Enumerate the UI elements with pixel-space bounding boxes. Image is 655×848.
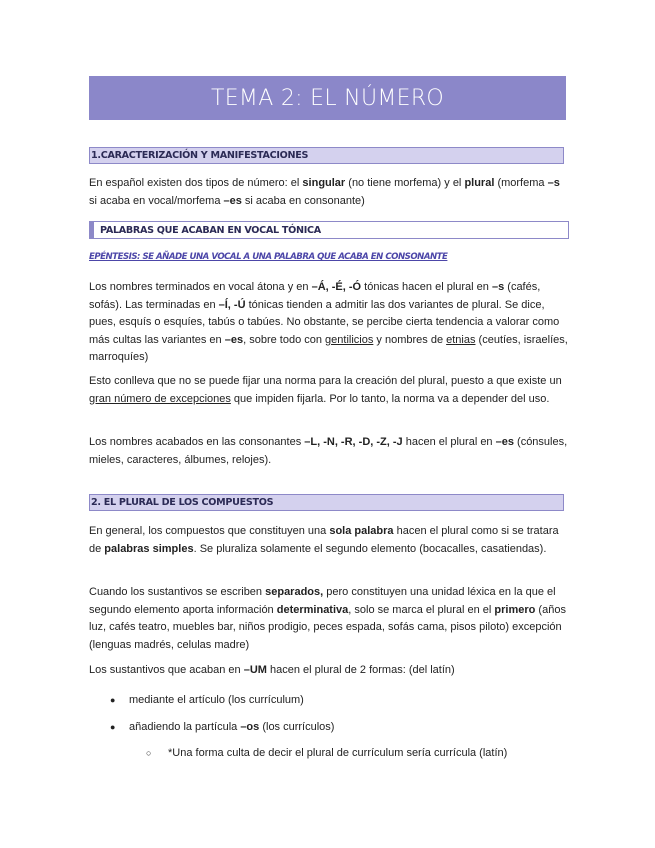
list-item: ● añadiendo la partícula –os (los currículos): [110, 721, 335, 733]
section-2-heading: 2. EL PLURAL DE LOS COMPUESTOS: [89, 494, 564, 511]
list-item: ● mediante el artículo (los currículum): [110, 694, 304, 706]
paragraph-consonant-endings: Los nombres acabados en las consonantes –L, -N, -R, -D, -Z, -J hacen el plural en –es (cónsules, mieles, caracteres, álbumes, relojes).: [89, 436, 568, 466]
bullet-icon: ●: [110, 695, 116, 705]
paragraph-exceptions: Esto conlleva que no se puede fijar una norma para la creación del plural, puesto a que existe un gran número de excepciones que impiden fijarla. Por lo tanto, la norma va a depender del uso.: [89, 375, 562, 405]
circle-bullet-icon: ○: [146, 748, 152, 758]
paragraph-compound-separated: Cuando los sustantivos se escriben separados, pero constituyen una unidad léxica en la que el segundo elemento aporta información determinativa, solo se marca el plural en el primero (años luz, cafés teatro, muebles bar, niños prodigio, peces espada, sofás cama, pisos piloto) excepción (lenguas madrés, celulas madre): [89, 586, 566, 651]
subheading-vocal-tonica: PALABRAS QUE ACABAN EN VOCAL TÓNICA: [89, 221, 569, 239]
page-title: TEMA 2: EL NÚMERO: [89, 76, 566, 120]
epentesis-note: EPÉNTESIS: SE AÑADE UNA VOCAL A UNA PALABRA QUE ACABA EN CONSONANTE: [89, 252, 448, 262]
sub-list-item: ○ *Una forma culta de decir el plural de currículum sería currícula (latín): [146, 747, 508, 759]
bullet-icon: ●: [110, 722, 116, 732]
paragraph-vocal-endings: Los nombres terminados en vocal átona y en –Á, -É, -Ó tónicas hacen el plural en –s (cafés, sofás). Las terminadas en –Í, -Ú tónicas tienden a admitir las dos variantes de plural. Se dice, pues, esquís o esquíes, tabús o tabúes. No obstante, se percibe cierta tendencia a valorar como más cultas las variantes en –es, sobre todo con gentilicios y nombres de etnias (ceutíes, israelíes, marroquíes): [89, 281, 568, 364]
paragraph-number-types: En español existen dos tipos de número: el singular (no tiene morfema) y el plural (morfema –s si acaba en vocal/morfema –es si acaba en consonante): [89, 177, 560, 207]
paragraph-compound-single-word: En general, los compuestos que constituyen una sola palabra hacen el plural como si se tratara de palabras simples. Se pluraliza solamente el segundo elemento (bocacalles, casatiendas).: [89, 525, 559, 555]
section-1-heading: 1.CARACTERIZACIÓN Y MANIFESTACIONES: [89, 147, 564, 164]
paragraph-um-endings: Los sustantivos que acaban en –UM hacen el plural de 2 formas: (del latín): [89, 664, 455, 676]
